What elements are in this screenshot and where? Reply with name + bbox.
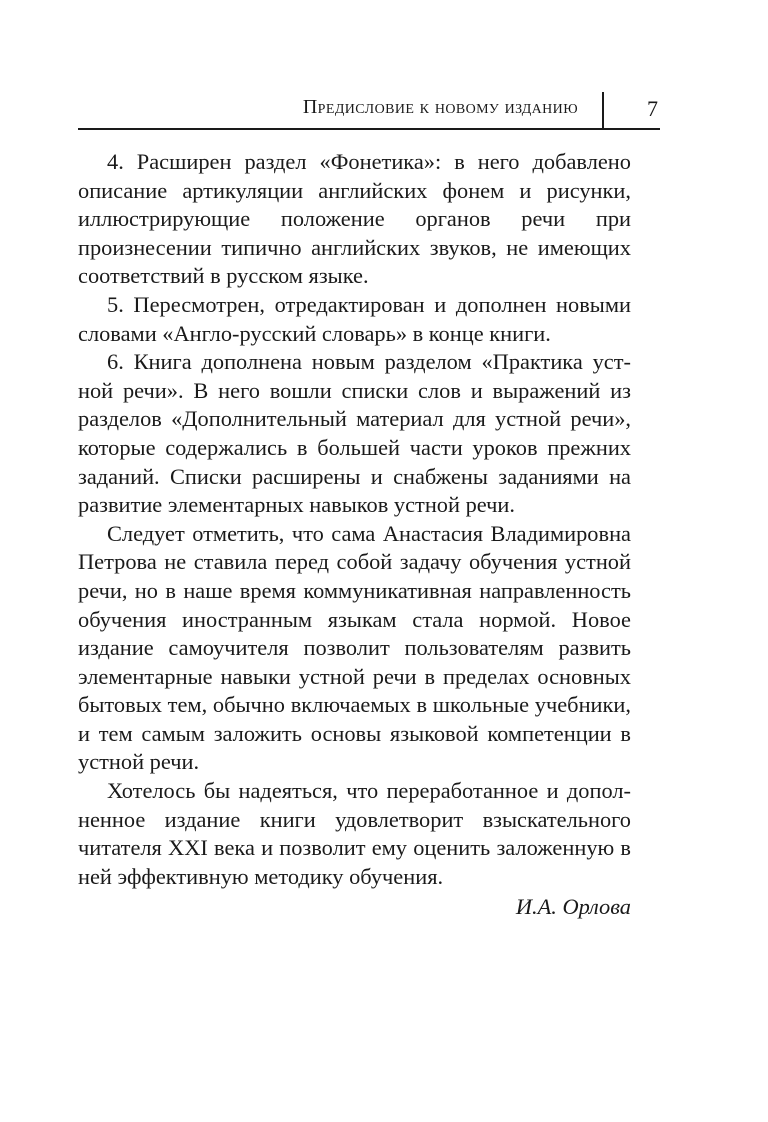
paragraph-remark: Следует отметить, что сама Анастасия Владимировна Петрова не ставила перед собой задачу обучения устной речи, но в наше время коммуникативная направленность обучения иностранным языкам стала нормой. Новое издание самоучителя позволит пользователям развить элементарные навыки устной речи в пределах основных бытовых тем, обычно включаемых в школьные учебники, и тем самым заложить основы языковой компетенции в устной речи. [78, 520, 631, 775]
page-number: 7 [647, 96, 658, 121]
paragraph-item-5: 5. Пересмотрен, отредактирован и дополнен новыми словами «Англо-русский словарь» в конце книги. [78, 291, 631, 346]
header-divider [602, 92, 604, 128]
paragraph-closing: Хотелось бы надеяться, что переработанное и дополненное издание книги удовлетворит взыскательного читателя XXI века и позволит ему оценить заложенную в ней эффективную методику обучения. [78, 778, 631, 889]
running-header [78, 92, 660, 132]
paragraph-item-4: 4. Расширен раздел «Фонетика»: в него добавлено описание артикуляции английских фонем и рисунки, иллюстрирующие положение органов речи при произнесении типично английских звуков, не имеющих соответствий в русском языке. [78, 149, 631, 289]
author-signature: И.А. Орлова [515, 894, 631, 920]
running-title: Предисловие к новому изданию [302, 96, 578, 118]
body-text [78, 148, 631, 922]
header-rule [78, 128, 660, 130]
paragraph-item-6: 6. Книга дополнена новым разделом «Практика устной речи». В него вошли списки слов и выражений из разделов «Дополнительный материал для устной речи», которые содержались в большей части уроков прежних заданий. Списки расширены и снабжены заданиями на развитие элементарных навыков устной речи. [78, 349, 631, 518]
